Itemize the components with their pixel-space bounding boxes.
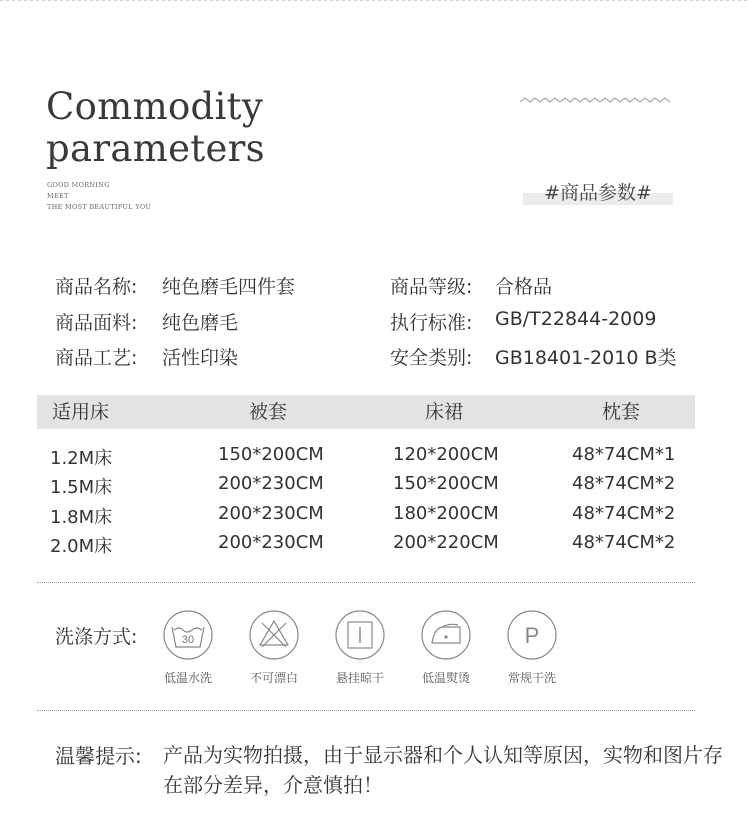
table-cell: 48*74CM*2 xyxy=(572,473,676,494)
wash-caption: 低温水洗 xyxy=(163,671,212,685)
wash-caption: 低温熨烫 xyxy=(421,671,470,685)
section-hashtag: #商品参数# xyxy=(544,182,652,204)
param-value: 合格品 xyxy=(495,276,553,298)
dry-clean-letter: P xyxy=(524,623,540,648)
table-row xyxy=(0,444,750,474)
title-line-1: Commodity xyxy=(46,85,264,128)
wash-icon-group xyxy=(401,609,491,686)
table-cell: 1.5M床 xyxy=(50,477,113,498)
no-bleach-icon xyxy=(248,609,300,661)
tip-label: 温馨提示: xyxy=(55,744,142,768)
wash-icon-group xyxy=(229,609,319,686)
table-cell: 120*200CM xyxy=(393,444,499,465)
wash-icon-group xyxy=(143,609,233,686)
table-cell: 180*200CM xyxy=(393,503,499,524)
dry-clean-icon xyxy=(506,609,558,661)
section-divider xyxy=(37,582,695,583)
table-cell: 200*220CM xyxy=(393,532,499,553)
param-value: 活性印染 xyxy=(162,347,239,369)
table-cell: 2.0M床 xyxy=(50,536,113,557)
size-table-header xyxy=(37,395,695,429)
top-dotted-rule xyxy=(0,0,750,1)
wash-30-icon xyxy=(162,609,214,661)
table-cell: 150*200CM xyxy=(218,444,324,465)
wave-decoration xyxy=(520,96,670,108)
tip-text: 产品为实物拍摄，由于显示器和个人认知等原因，实物和图片存在部分差异，介意慎拍！ xyxy=(163,743,723,797)
section-divider xyxy=(37,710,695,711)
tagline xyxy=(47,180,151,213)
table-header-cell: 床裙 xyxy=(425,401,464,423)
table-row xyxy=(0,532,750,562)
table-cell: 1.2M床 xyxy=(50,448,113,469)
param-label: 安全类别: xyxy=(390,347,473,369)
tagline-line-3: THE MOST BEAUTIFUL YOU xyxy=(47,203,152,211)
wash-caption: 悬挂晾干 xyxy=(335,671,384,685)
table-row xyxy=(0,503,750,533)
low-iron-icon xyxy=(420,609,472,661)
tagline-line-2: MEET xyxy=(47,192,69,200)
title-line-2: parameters xyxy=(46,127,265,170)
table-header-cell: 枕套 xyxy=(602,401,641,423)
tagline-line-1: GOOD MORNING xyxy=(47,181,110,189)
param-label: 执行标准: xyxy=(390,312,473,334)
table-cell: 200*230CM xyxy=(218,532,324,553)
table-row xyxy=(0,473,750,503)
table-cell: 150*200CM xyxy=(393,473,499,494)
table-header-cell: 被套 xyxy=(249,401,288,423)
table-cell: 48*74CM*2 xyxy=(572,503,676,524)
washing-label: 洗涤方式: xyxy=(55,626,138,648)
table-cell: 48*74CM*1 xyxy=(572,444,676,465)
param-label: 商品工艺: xyxy=(55,347,138,369)
param-label: 商品名称: xyxy=(55,276,138,298)
param-label: 商品等级: xyxy=(390,276,473,298)
page-title xyxy=(46,86,265,170)
wash-caption: 常规干洗 xyxy=(507,671,556,685)
hang-dry-icon xyxy=(334,609,386,661)
wash-temperature: 30 xyxy=(181,634,195,646)
param-value: GB/T22844-2009 xyxy=(495,308,657,330)
wash-icon-group xyxy=(315,609,405,686)
wash-caption: 不可漂白 xyxy=(249,671,298,685)
table-cell: 1.8M床 xyxy=(50,507,113,528)
param-value: 纯色磨毛 xyxy=(162,312,239,334)
table-cell: 200*230CM xyxy=(218,473,324,494)
table-cell: 200*230CM xyxy=(218,503,324,524)
wash-icon-group xyxy=(487,609,577,686)
param-label: 商品面料: xyxy=(55,312,138,334)
table-cell: 48*74CM*2 xyxy=(572,532,676,553)
table-header-cell: 适用床 xyxy=(52,401,110,423)
param-value: 纯色磨毛四件套 xyxy=(162,276,296,298)
param-value: GB18401-2010 B类 xyxy=(495,347,677,369)
